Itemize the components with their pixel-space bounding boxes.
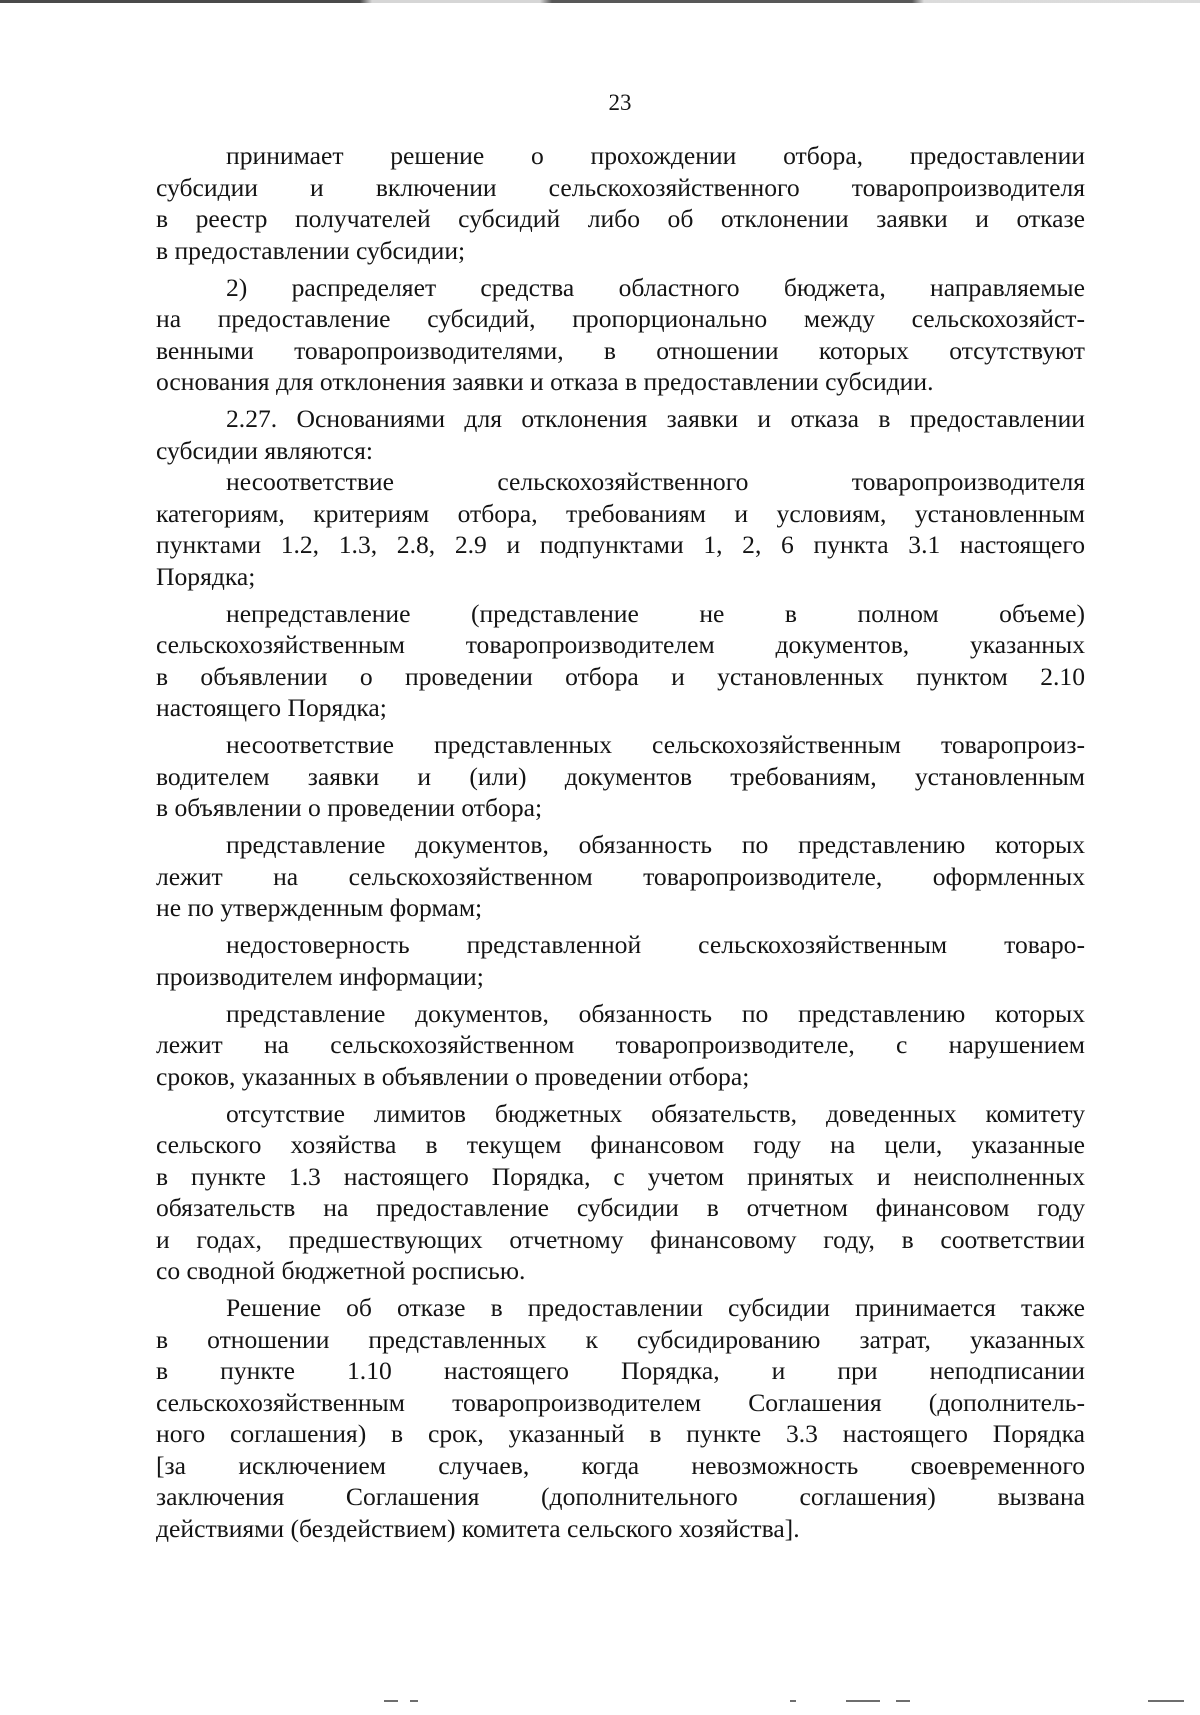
text-line: категориям, критериям отбора, требованиям и условиям, установленным	[156, 498, 1085, 528]
text-line: заключения Соглашения (дополнительного соглашения) вызвана	[156, 1482, 1085, 1511]
scan-mark	[896, 1700, 910, 1702]
text-line: в отношении представленных к субсидированию затрат, указанных	[156, 1324, 1085, 1354]
text-line: принимает решение о прохождении отбора, предоставлении	[226, 141, 1085, 170]
text-line: сроков, указанных в объявлении о проведении отбора;	[156, 1061, 750, 1091]
text-line: представление документов, обязанность по представлению которых	[226, 830, 1085, 859]
scan-mark	[846, 1700, 880, 1702]
scan-mark	[790, 1700, 796, 1702]
scan-mark	[410, 1700, 418, 1702]
text-line: 2.27. Основаниями для отклонения заявки и отказа в предоставлении	[226, 404, 1085, 433]
text-line: Порядка;	[156, 561, 256, 591]
text-line: субсидии и включении сельскохозяйственного товаропроизводителя	[156, 172, 1085, 202]
text-line: 2) распределяет средства областного бюджета, направляемые	[226, 272, 1085, 302]
text-line: венными товаропроизводителями, в отношении которых отсутствуют	[156, 335, 1085, 365]
text-line: Решение об отказе в предоставлении субсидии принимается также	[226, 1293, 1085, 1322]
text-line: представление документов, обязанность по представлению которых	[226, 998, 1085, 1028]
text-line: на предоставление субсидий, пропорционально между сельскохозяйст-	[156, 304, 1085, 333]
text-line: отсутствие лимитов бюджетных обязательств, доведенных комитету	[226, 1098, 1085, 1128]
scan-edge-top	[0, 0, 1200, 3]
text-line: производителем информации;	[156, 961, 484, 991]
text-line: сельского хозяйства в текущем финансовом году на цели, указанные	[156, 1130, 1085, 1159]
text-line: [за исключением случаев, когда невозможность своевременного	[156, 1450, 1085, 1480]
text-line: в пункте 1.3 настоящего Порядка, с учетом принятых и неисполненных	[156, 1161, 1085, 1191]
text-line: в объявлении о проведении отбора;	[156, 793, 543, 822]
text-line: в пункте 1.10 настоящего Порядка, и при неподписании	[156, 1356, 1085, 1385]
text-line: несоответствие представленных сельскохозяйственным товаропроиз-	[226, 730, 1085, 759]
text-line: сельскохозяйственным товаропроизводителем Соглашения (дополнитель-	[156, 1387, 1085, 1417]
text-line: водителем заявки и (или) документов требованиям, установленным	[156, 761, 1085, 791]
scan-edge-bottom	[0, 1700, 1200, 1703]
text-line: не по утвержденным формам;	[156, 893, 483, 922]
text-line: субсидии являются:	[156, 435, 373, 465]
text-line: в объявлении о проведении отбора и установленных пунктом 2.10	[156, 661, 1085, 691]
text-line: сельскохозяйственным товаропроизводителем документов, указанных	[156, 630, 1085, 659]
body-text	[156, 140, 1085, 1544]
scan-mark	[1148, 1700, 1184, 1702]
text-line: настоящего Порядка;	[156, 693, 387, 722]
page-number: 23	[608, 90, 632, 115]
text-line: недостоверность представленной сельскохозяйственным товаро-	[226, 930, 1085, 959]
text-line: лежит на сельскохозяйственном товаропроизводителе, с нарушением	[156, 1030, 1085, 1059]
text-line: непредставление (представление не в полном объеме)	[226, 598, 1085, 628]
text-line: и годах, предшествующих отчетному финансовому году, в соответствии	[156, 1224, 1085, 1254]
text-line: ного соглашения) в срок, указанный в пункте 3.3 настоящего Порядка	[156, 1419, 1085, 1448]
scan-mark	[384, 1700, 398, 1702]
text-line: в предоставлении субсидии;	[156, 235, 466, 265]
text-line: несоответствие сельскохозяйственного товаропроизводителя	[226, 467, 1085, 496]
text-line: основания для отклонения заявки и отказа в предоставлении субсидии.	[156, 367, 934, 396]
text-line: обязательств на предоставление субсидии в отчетном финансовом году	[156, 1193, 1085, 1222]
text-line: действиями (бездействием) комитета сельского хозяйства].	[156, 1513, 800, 1543]
text-line: со сводной бюджетной росписью.	[156, 1256, 526, 1285]
text-line: пунктами 1.2, 1.3, 2.8, 2.9 и подпунктами 1, 2, 6 пункта 3.1 настоящего	[156, 530, 1085, 559]
text-line: в реестр получателей субсидий либо об отклонении заявки и отказе	[156, 204, 1085, 233]
text-line: лежит на сельскохозяйственном товаропроизводителе, оформленных	[156, 861, 1085, 891]
